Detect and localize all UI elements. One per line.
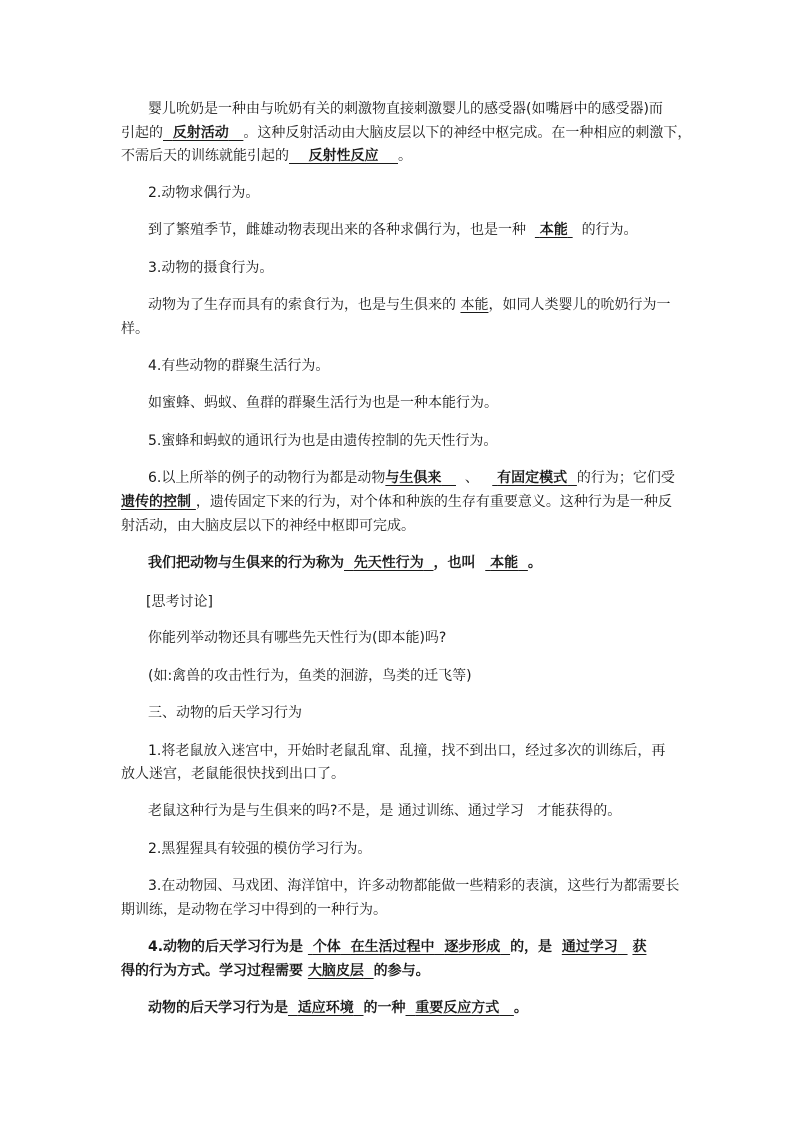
text: 不需后天的训练就能引起的 xyxy=(121,148,289,164)
discussion-heading: [思考讨论] xyxy=(146,594,213,610)
paragraph-line: 放人迷宫，老鼠能很快找到出口了。 xyxy=(121,766,345,782)
discussion-answer: (如:禽兽的攻击性行为，鱼类的洄游，鸟类的迁飞等) xyxy=(148,668,472,684)
answer-blank: 在生活过程中 xyxy=(350,939,435,955)
paragraph-line xyxy=(148,99,663,119)
answer-blank: 本能 xyxy=(490,555,519,571)
discussion-question: 你能列举动物还具有哪些先天性行为(即本能)吗? xyxy=(148,630,447,646)
item-title: 2.动物求偶行为。 xyxy=(148,185,260,201)
paragraph-line xyxy=(121,123,691,143)
text: 婴儿吮奶是一种由与吮奶有关的刺激物直接刺激婴儿的感受器(如嘴唇中的感受器)而 xyxy=(148,101,663,117)
paragraph-line: 动物为了生存而具有的索食行为，也是与生俱来的 本能，如同人类婴儿的吮奶行为一 xyxy=(148,297,671,313)
answer-blank: 通过学习 xyxy=(561,939,618,955)
paragraph-line: 老鼠这种行为是与生俱来的吗?不是，是 通过训练、通过学习 才能获得的。 xyxy=(148,803,622,819)
text: 。 xyxy=(398,148,412,164)
item-title: 5.蜜蜂和蚂蚁的通讯行为也是由遗传控制的先天性行为。 xyxy=(148,433,498,449)
answer-blank: 重要反应方式 xyxy=(415,1000,500,1016)
paragraph-line xyxy=(121,146,412,166)
answer-blank: 先天性行为 xyxy=(353,555,424,571)
section-heading: 三、动物的后天学习行为 xyxy=(148,705,302,721)
paragraph-line: 3.在动物园、马戏团、海洋馆中，许多动物都能做一些精彩的表演，这些行为都需要长 xyxy=(148,878,680,894)
answer-blank: 个体 xyxy=(312,939,341,955)
paragraph-line: 遗传的控制 ，遗传固定下来的行为，对个体和种族的生存有重要意义。这种行为是一种反 xyxy=(121,494,672,510)
answer-blank: 与生俱来 xyxy=(385,470,442,486)
paragraph-line: 得的行为方式。学习过程需要 大脑皮层 的参与。 xyxy=(121,963,430,979)
text: 。这种反射活动由大脑皮层以下的神经中枢完成。在一种相应的刺激下， xyxy=(243,125,692,141)
paragraph-line: 样。 xyxy=(121,321,149,337)
item-title: 3.动物的摄食行为。 xyxy=(148,260,274,276)
answer-blank: 有固定模式 xyxy=(497,470,568,486)
answer-blank: 本能 xyxy=(460,297,489,313)
item-title: 2.黑猩猩具有较强的模仿学习行为。 xyxy=(148,841,372,857)
answer-blank: 遗传的控制 xyxy=(121,494,191,510)
answer-blank: 反射活动 xyxy=(172,125,229,141)
answer-blank: 逐步形成 xyxy=(444,939,501,955)
answer-blank: 适应环境 xyxy=(297,1000,354,1016)
paragraph-line: 1.将老鼠放入迷宫中，开始时老鼠乱窜、乱撞，找不到出口，经过多次的训练后，再 xyxy=(148,743,666,759)
paragraph-line: 射活动，由大脑皮层以下的神经中枢即可完成。 xyxy=(121,518,415,534)
summary-line: 我们把动物与生俱来的行为称为 先天性行为 ，也叫 本能 。 xyxy=(148,555,542,571)
paragraph-line: 如蜜蜂、蚂蚁、鱼群的群聚生活行为也是一种本能行为。 xyxy=(148,395,498,411)
paragraph-line: 到了繁殖季节，雌雄动物表现出来的各种求偶行为，也是一种 本能 的行为。 xyxy=(148,222,638,238)
paragraph-line: 6.以上所举的例子的动物行为都是动物与生俱来 、 有固定模式 的行为；它们受 xyxy=(148,470,675,486)
answer-blank: 本能 xyxy=(539,222,568,238)
answer-blank: 获 xyxy=(632,939,647,955)
answer-blank: 反射性反应 xyxy=(308,148,379,164)
final-line: 动物的后天学习行为是 适应环境 的一种 重要反应方式 。 xyxy=(148,1000,528,1016)
paragraph-line: 4.动物的后天学习行为是 个体 在生活过程中 逐步形成 的，是 通过学习 获 xyxy=(148,939,647,955)
text: 引起的 xyxy=(121,125,163,141)
answer-blank: 大脑皮层 xyxy=(307,963,364,979)
paragraph-line: 期训练，是动物在学习中得到的一种行为。 xyxy=(121,902,387,918)
item-title: 4.有些动物的群聚生活行为。 xyxy=(148,358,330,374)
